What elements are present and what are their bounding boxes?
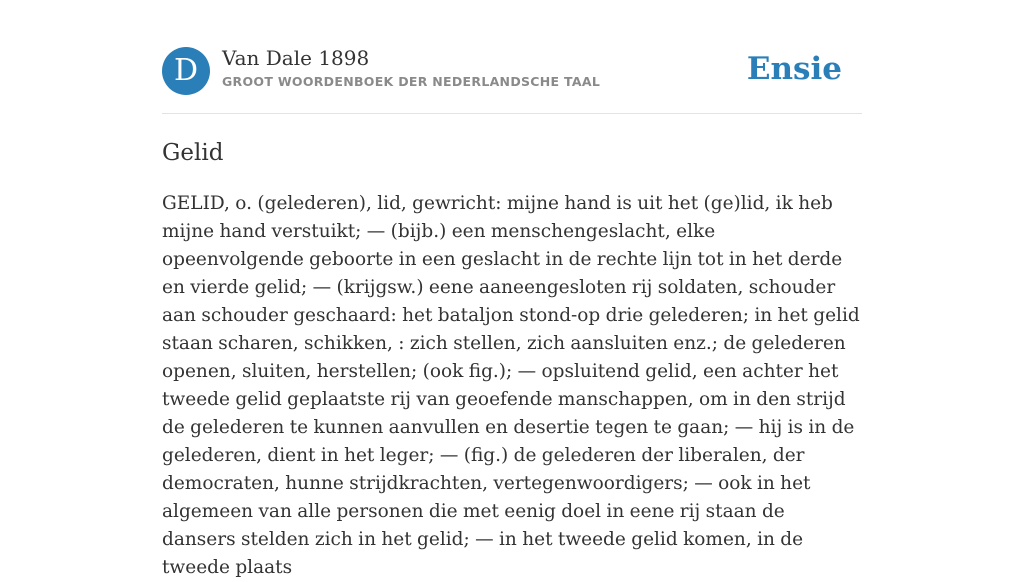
header-divider [162, 113, 862, 114]
ensie-logo-link[interactable]: Ensie [746, 51, 842, 87]
entry-headword: Gelid [162, 140, 224, 166]
entry-definition: GELID, o. (gelederen), lid, gewricht: mijne hand is uit het (ge)lid, ik heb mijne hand verstuikt; — (bijb.) een menschengeslacht, elke opeenvolgende geboorte in een geslacht in de rechte lijn tot in het derde en vierde gelid; — (krijgsw.) eene aaneengesloten rij soldaten, schouder aan schouder geschaard: het bataljon stond-op drie gelederen; in het gelid staan scharen, schikken, : zich stellen, zich aansluiten enz.; de gelederen openen, sluiten, herstellen; (ook fig.); — opsluitend gelid, een achter het tweede gelid geplaatste rij van geoefende manschappen, om in den strijd de gelederen te kunnen aanvullen en desertie tegen te gaan; — hij is in de gelederen, dient in het leger; — (fig.) de gelederen der liberalen, der democraten, hunne strijdkrachten, vertegenwoordigers; — ook in het algemeen van alle personen die met eenig doel in eene rij staan de dansers stelden zich in het gelid; — in het tweede gelid komen, in de tweede plaats [162, 193, 860, 578]
dictionary-subtitle: GROOT WOORDENBOEK DER NEDERLANDSCHE TAAL [222, 74, 601, 89]
entry-card [162, 0, 862, 578]
dictionary-title[interactable]: Van Dale 1898 [222, 46, 370, 70]
dictionary-avatar[interactable]: D [162, 47, 210, 95]
dictionary-header [162, 47, 862, 97]
